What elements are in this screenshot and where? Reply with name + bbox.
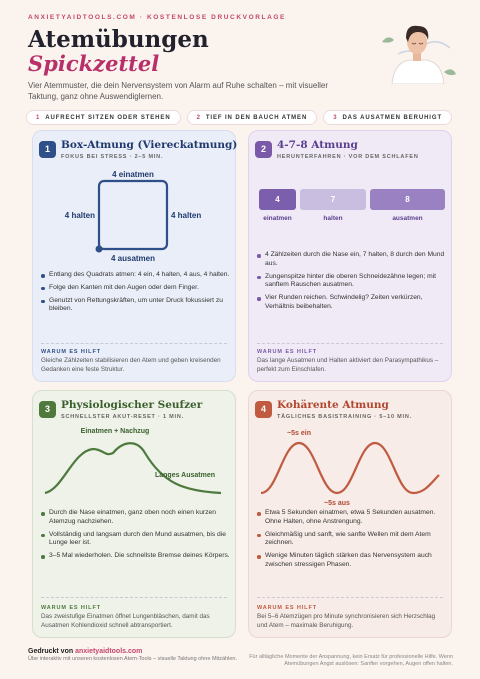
label-top: 4 einatmen <box>112 170 154 179</box>
footer-left <box>28 648 238 663</box>
phase-label-ausatmen: ausatmen <box>392 215 423 222</box>
list-item: Zungenspitze hinter die oberen Schneidezähne legen; mit sanftem Rauschen ausatmen. <box>257 273 447 291</box>
card-number-badge: 1 <box>39 141 56 158</box>
card-physiological-sigh <box>32 390 236 638</box>
phase-bar-halten: 7 <box>300 189 366 210</box>
list-item: 4 Zählzeiten durch die Nase ein, 7 halten, 8 durch den Mund aus. <box>257 251 447 269</box>
page-title: Atemübungen <box>28 26 209 53</box>
label-inhale: Einatmen + Nachzug <box>80 428 150 435</box>
footer-note: Übe interaktiv mit unseren kostenlosen Atem-Tools – visuelle Taktung ohne Mitzählen. <box>28 656 238 662</box>
phase-bar-ausatmen: 8 <box>370 189 445 210</box>
phase-label-einatmen: einatmen <box>263 215 292 222</box>
list-item: Vier Runden reichen. Schwindelig? Zeiten verkürzen, Verhältnis beibehalten. <box>257 294 447 312</box>
card-subtitle: HERUNTERFAHREN · VOR DEM SCHLAFEN <box>277 154 419 160</box>
footer-disclaimer: Für alltägliche Momente der Anspannung, kein Ersatz für professionelle Hilfe. Wenn Atemübungen Angst auslösen: Sanfter vorgehen, Augen offen halten. <box>249 654 453 667</box>
card-subtitle: TÄGLICHES BASISTRAINING · 5–10 MIN. <box>277 414 412 420</box>
why-heading: WARUM ES HILFT <box>257 605 317 611</box>
card-title: Box-Atmung (Viereckatmung) <box>61 139 238 151</box>
list-item: Durch die Nase einatmen, ganz oben noch einen kurzen Atemzug nachziehen. <box>41 509 231 527</box>
bullet-list <box>257 251 447 316</box>
list-item: Entlang des Quadrats atmen: 4 ein, 4 halten, 4 aus, 4 halten. <box>41 271 231 280</box>
why-text: Das zweistufige Einatmen öffnet Lungenbläschen, damit das Ausatmen Kohlendioxid schnell abtransportiert. <box>41 613 210 629</box>
card-title: Physiologischer Seufzer <box>61 399 203 411</box>
box-square <box>99 181 167 249</box>
box-breathing-diagram <box>33 167 237 267</box>
divider <box>257 343 443 344</box>
why-text: Das lange Ausatmen und Halten aktiviert den Parasympathikus – perfekt zum Einschlafen. <box>257 357 439 373</box>
divider <box>41 343 227 344</box>
card-coherent-breathing <box>248 390 452 638</box>
why-text: Bei 5–6 Atemzügen pro Minute synchronisieren sich Herzschlag und Atem – maximale Beruhigung. <box>257 613 436 629</box>
list-item: 3–5 Mal wiederholen. Die schnellste Bremse deines Körpers. <box>41 552 231 561</box>
sigh-curve <box>45 443 221 493</box>
card-number-badge: 3 <box>39 401 56 418</box>
why-heading: WARUM ES HILFT <box>41 605 101 611</box>
bullet-list <box>41 271 231 318</box>
divider <box>41 597 227 598</box>
page-subtitle: Spickzettel <box>28 51 160 76</box>
bullet-list <box>257 509 447 574</box>
sigh-wave-diagram <box>33 423 237 503</box>
step-pill: 3 DAS AUSATMEN BERUHIGT <box>323 110 452 125</box>
why-heading: WARUM ES HILFT <box>41 349 101 355</box>
label-left: 4 halten <box>64 211 95 220</box>
coherent-curve <box>261 443 439 493</box>
list-item: Genutzt von Rettungskräften, um unter Druck fokussiert zu bleiben. <box>41 297 231 315</box>
bullet-list <box>41 509 231 565</box>
card-box-breathing <box>32 130 236 382</box>
coherent-wave-diagram <box>249 425 453 509</box>
card-title: 4-7-8 Atmung <box>277 139 358 151</box>
list-item: Etwa 5 Sekunden einatmen, etwa 5 Sekunden ausatmen. Ohne Halten, ohne Anstrengung. <box>257 509 447 527</box>
card-number-badge: 4 <box>255 401 272 418</box>
printed-by: Gedruckt von anxietyaidtools.com <box>28 648 143 655</box>
card-478-breathing <box>248 130 452 382</box>
phase-bar-einatmen: 4 <box>259 189 296 210</box>
label-bottom: 4 ausatmen <box>110 254 156 263</box>
phase-label-halten: halten <box>323 215 343 222</box>
intro-text: Vier Atemmuster, die dein Nervensystem von Alarm auf Ruhe schalten – mit visueller Taktung, ganz ohne Auswendiglernen. <box>28 81 328 101</box>
label-exhale: Langes Ausatmen <box>154 472 216 479</box>
list-item: Wenige Minuten täglich stärken das Nervensystem auch zwischen stressigen Phasen. <box>257 552 447 570</box>
phase-bars <box>259 189 445 222</box>
box-start-dot <box>96 246 103 253</box>
footer-site-link[interactable]: anxietyaidtools.com <box>75 648 143 655</box>
list-item: Vollständig und langsam durch den Mund ausatmen, bis die Lunge leer ist. <box>41 531 231 549</box>
label-exhale: ~5s aus <box>324 500 350 507</box>
divider <box>257 597 443 598</box>
why-text: Gleiche Zählzeiten stabilisieren den Atem und geben kreisenden Gedanken eine feste Struktur. <box>41 357 221 373</box>
card-subtitle: FOKUS BEI STRESS · 2–5 MIN. <box>61 154 164 160</box>
step-pill: 2 TIEF IN DEN BAUCH ATMEN <box>187 110 318 125</box>
preparation-steps <box>26 110 452 125</box>
label-right: 4 halten <box>171 211 202 220</box>
brand-line: ANXIETYAIDTOOLS.COM · KOSTENLOSE DRUCKVORLAGE <box>28 14 286 21</box>
step-pill: 1 AUFRECHT SITZEN ODER STEHEN <box>26 110 181 125</box>
label-inhale: ~5s ein <box>287 430 311 437</box>
card-number-badge: 2 <box>255 141 272 158</box>
meditating-person-illustration <box>380 14 460 84</box>
card-title: Kohärente Atmung <box>277 399 389 411</box>
card-subtitle: SCHNELLSTER AKUT-RESET · 1 MIN. <box>61 414 184 420</box>
list-item: Gleichmäßig und sanft, wie sanfte Wellen mit dem Atem zeichnen. <box>257 531 447 549</box>
why-heading: WARUM ES HILFT <box>257 349 317 355</box>
list-item: Folge den Kanten mit den Augen oder dem Finger. <box>41 284 231 293</box>
